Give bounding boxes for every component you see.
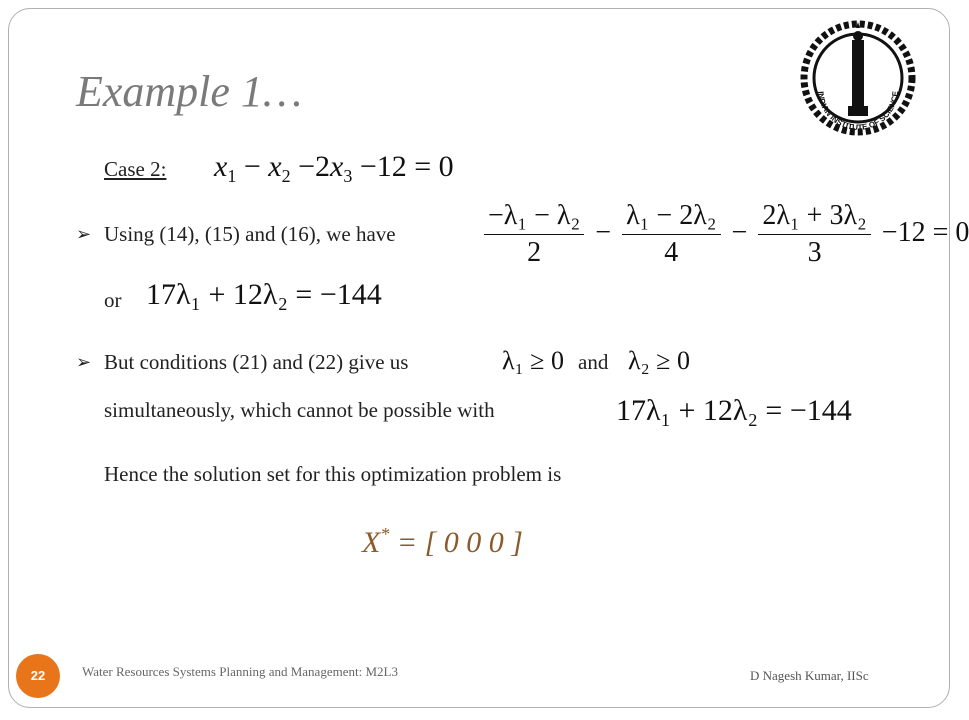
footer-course: Water Resources Systems Planning and Management: M2L3 [82,664,398,679]
bullet1-text: Using (14), (15) and (16), we have [104,222,396,246]
solution-result: X* = [ 0 0 0 ] [362,524,523,559]
bullet2-text: But conditions (21) and (22) give us [104,350,409,374]
bullet-arrow-icon: ➢ [76,352,92,372]
and-text: and [578,350,609,374]
bullet-arrow-icon: ➢ [76,224,92,244]
hence-text: Hence the solution set for this optimization problem is [104,462,562,486]
iisc-emblem-icon [798,18,918,138]
or-text: or [104,288,122,312]
simultaneously-text: simultaneously, which cannot be possible with [104,398,495,422]
case2-equation: $x_1 - x_2 -2x_3 -12 = 0$ [214,150,454,186]
page-number-badge: 22 [16,654,60,698]
logo-text: INDIAN INSTITUTE OF SCIENCE [816,90,901,133]
fraction-1: $\frac{\text{−λ₁ − λ₂}}{2}$ [484,200,584,269]
case-label: Case 2: [104,157,167,181]
sum-equation-2: 17λ₁ + 12λ₂ = −144 [616,394,852,427]
condition-lambda1: λ₁ ≥ 0 [502,346,564,375]
fraction-2: $\frac{\text{λ₁ − 2λ₂}}{4}$ [622,200,720,269]
fraction-equation: $\frac{\text{−λ₁ − λ₂}}{2}$ − $\frac{\text{λ₁ − 2λ₂}}{4}$ − $\frac{\text{2λ₁ + 3λ₂}}{3}$ −12 = 0 [480,200,969,269]
fraction-3: $\frac{\text{2λ₁ + 3λ₂}}{3}$ [758,200,870,269]
sum-equation: 17λ₁ + 12λ₂ = −144 [146,278,382,311]
condition-lambda2: λ₂ ≥ 0 [628,346,690,375]
footer-author: D Nagesh Kumar, IISc [750,668,869,683]
slide-title: Example 1… [76,67,303,116]
